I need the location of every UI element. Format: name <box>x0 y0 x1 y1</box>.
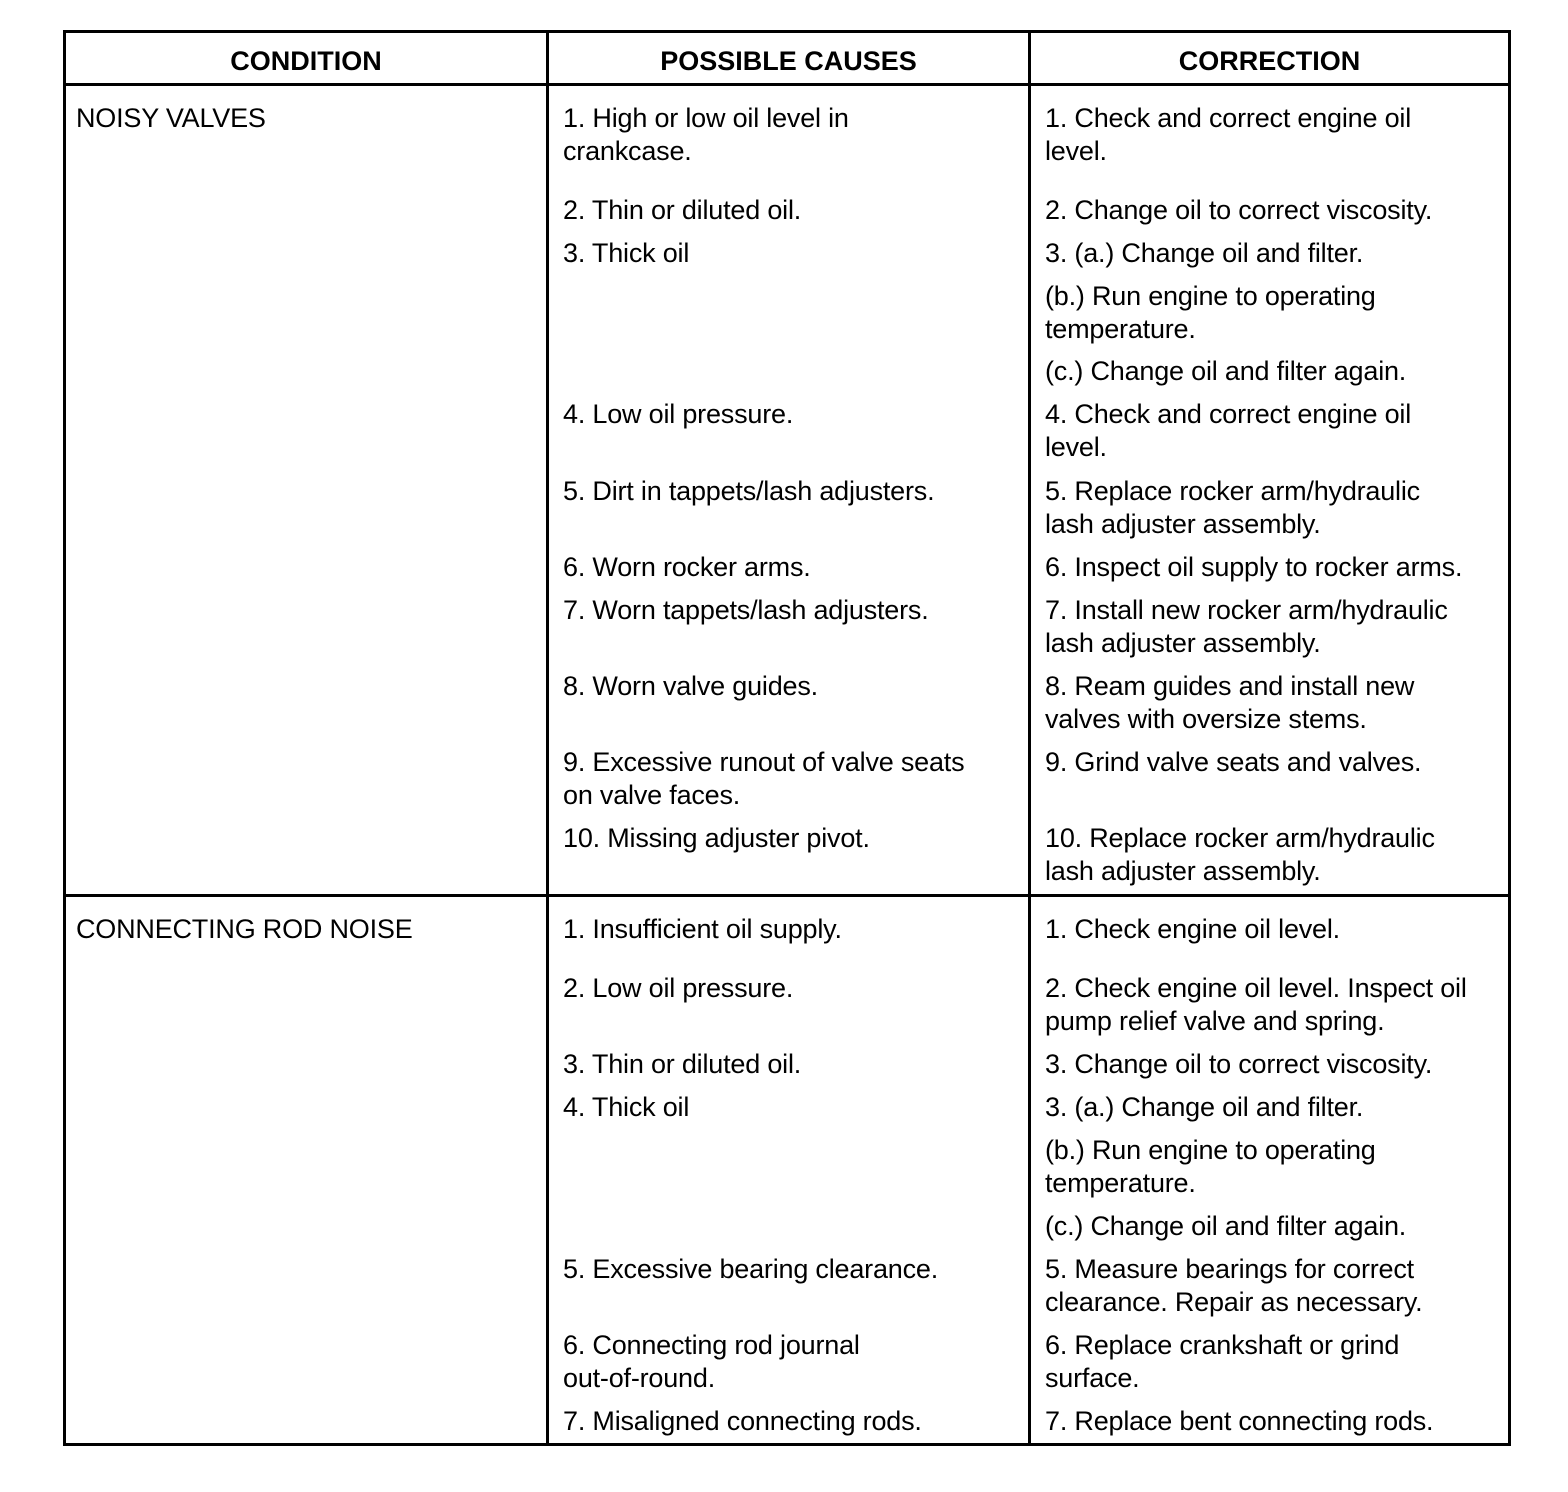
cause-item: 6. Worn rocker arms. <box>563 552 811 582</box>
cause-item: 2. Thin or diluted oil. <box>563 195 802 225</box>
cause-item: 1. Insufficient oil supply. <box>563 914 842 944</box>
cause-item: 2. Low oil pressure. <box>563 973 794 1003</box>
correction-item: 7. Replace bent connecting rods. <box>1045 1406 1434 1436</box>
correction-item: 3. (a.) Change oil and filter. <box>1045 1092 1364 1122</box>
cause-item: 1. High or low oil level in crankcase. <box>563 103 849 166</box>
cause-item: 8. Worn valve guides. <box>563 671 818 701</box>
correction-item: 6. Replace crankshaft or grind surface. <box>1045 1330 1400 1393</box>
cause-item: 3. Thin or diluted oil. <box>563 1049 802 1079</box>
correction-item: (b.) Run engine to operating temperature. <box>1045 1135 1376 1198</box>
cause-item: 6. Connecting rod journal out-of-round. <box>563 1330 860 1393</box>
troubleshooting-table <box>63 30 1511 1446</box>
cause-item: 3. Thick oil <box>563 238 690 268</box>
correction-item: (c.) Change oil and filter again. <box>1045 356 1407 386</box>
cause-item: 9. Excessive runout of valve seats on valve faces. <box>563 747 965 810</box>
cause-item: 4. Low oil pressure. <box>563 399 794 429</box>
cause-item: 7. Misaligned connecting rods. <box>563 1406 922 1436</box>
correction-item: (c.) Change oil and filter again. <box>1045 1211 1407 1241</box>
section-divider <box>66 894 1508 897</box>
cause-item: 7. Worn tappets/lash adjusters. <box>563 595 929 625</box>
column-divider-1 <box>546 33 549 1443</box>
correction-item: 10. Replace rocker arm/hydraulic lash adjuster assembly. <box>1045 823 1435 886</box>
correction-item: 5. Measure bearings for correct clearance. Repair as necessary. <box>1045 1254 1423 1317</box>
cause-item: 5. Excessive bearing clearance. <box>563 1254 939 1284</box>
correction-item: 2. Check engine oil level. Inspect oil pump relief valve and spring. <box>1045 973 1467 1036</box>
correction-item: 7. Install new rocker arm/hydraulic lash adjuster assembly. <box>1045 595 1448 658</box>
correction-item: 5. Replace rocker arm/hydraulic lash adjuster assembly. <box>1045 476 1420 539</box>
header-correction: CORRECTION <box>1178 46 1361 76</box>
correction-item: 1. Check engine oil level. <box>1045 914 1340 944</box>
correction-item: 3. (a.) Change oil and filter. <box>1045 238 1364 268</box>
header-condition: CONDITION <box>230 46 382 76</box>
column-divider-2 <box>1028 33 1031 1443</box>
correction-item: 3. Change oil to correct viscosity. <box>1045 1049 1433 1079</box>
condition-connecting-rod-noise: CONNECTING ROD NOISE <box>76 914 413 944</box>
cause-item: 5. Dirt in tappets/lash adjusters. <box>563 476 935 506</box>
header-divider <box>66 83 1508 86</box>
header-possible-causes: POSSIBLE CAUSES <box>660 46 917 76</box>
cause-item: 4. Thick oil <box>563 1092 690 1122</box>
condition-noisy-valves: NOISY VALVES <box>76 103 266 133</box>
correction-item: 2. Change oil to correct viscosity. <box>1045 195 1433 225</box>
cause-item: 10. Missing adjuster pivot. <box>563 823 870 853</box>
correction-item: 4. Check and correct engine oil level. <box>1045 399 1412 462</box>
correction-item: 8. Ream guides and install new valves with oversize stems. <box>1045 671 1415 734</box>
correction-item: (b.) Run engine to operating temperature. <box>1045 281 1376 344</box>
correction-item: 1. Check and correct engine oil level. <box>1045 103 1412 166</box>
correction-item: 6. Inspect oil supply to rocker arms. <box>1045 552 1463 582</box>
correction-item: 9. Grind valve seats and valves. <box>1045 747 1422 777</box>
